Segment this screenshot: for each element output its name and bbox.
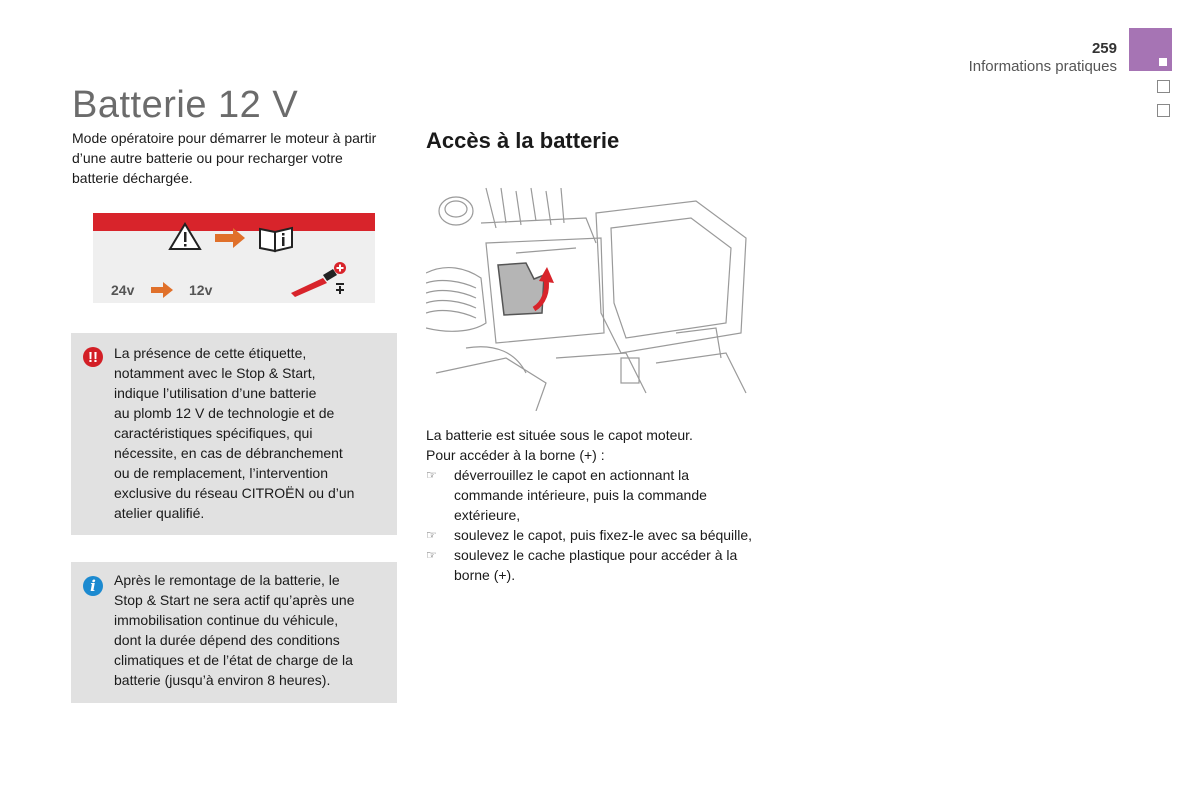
step-text: déverrouillez le capot en actionnant la commande intérieure, puis la commande extérieure, [454,467,707,523]
voltage-arrow-icon [151,282,173,298]
info-note [71,562,397,703]
warning-triangle-icon [170,224,200,249]
step-text: soulevez le cache plastique pour accéder à la borne (+). [454,547,738,583]
page-number: 259 [1091,40,1117,57]
to-voltage-label: 12v [189,282,213,298]
note-line: au plomb 12 V de technologie et de [114,405,335,421]
tab-marker-active [1159,58,1167,66]
location-text: La batterie est située sous le capot moteur. [426,427,693,443]
note-line: exclusive du réseau CITROËN ou d’un [114,485,355,501]
step-text: soulevez le capot, puis fixez-le avec sa béquille, [454,527,753,543]
section-label: Informations pratiques [968,58,1117,75]
note-line: immobilisation continue du véhicule, [114,612,339,628]
note-line: Après le remontage de la batterie, le [114,572,340,588]
list-item [426,465,756,525]
tab-marker [1157,80,1170,93]
list-item [426,525,756,545]
pointing-hand-icon: ☞ [426,548,437,562]
note-line: indique l’utilisation d’une batterie [114,385,317,401]
engine-bay-illustration [426,183,751,411]
page-title: Batterie 12 V [72,84,299,126]
note-line: nécessite, en cas de débranchement [114,445,343,461]
access-steps-list [426,465,756,585]
info-icon: i [83,576,103,596]
note-line: climatiques et de l’état de charge de la [114,652,353,668]
note-line: dont la durée dépend des conditions [114,632,340,648]
note-line: ou de remplacement, l’intervention [114,465,329,481]
warning-note [71,333,397,535]
info-note-text [114,570,354,690]
section-heading: Accès à la batterie [426,128,620,153]
tab-marker [1157,104,1170,117]
from-voltage-label: 24v [111,282,135,298]
pointing-hand-icon: ☞ [426,528,437,542]
note-line: La présence de cette étiquette, [114,345,307,361]
note-line: Stop & Start ne sera actif qu’après une [114,592,355,608]
note-line: notamment avec le Stop & Start, [114,365,316,381]
note-line: atelier qualifié. [114,505,205,521]
exclamation-icon: !! [83,347,103,367]
battery-label-graphic [93,213,375,303]
warning-note-text [114,343,354,523]
arrow-right-icon [215,228,245,248]
access-intro-text: Pour accéder à la borne (+) : [426,447,605,463]
intro-paragraph: Mode opératoire pour démarrer le moteur à partir d’une autre batterie ou pour recharger votre batterie déchargée. [72,130,377,186]
jumper-clamp-icon [291,262,346,297]
label-icons [93,213,375,303]
pointing-hand-icon: ☞ [426,468,437,482]
note-line: batterie (jusqu’à environ 8 heures). [114,672,331,688]
note-line: caractéristiques spécifiques, qui [114,425,313,441]
list-item [426,545,756,585]
manual-book-icon [260,228,292,251]
